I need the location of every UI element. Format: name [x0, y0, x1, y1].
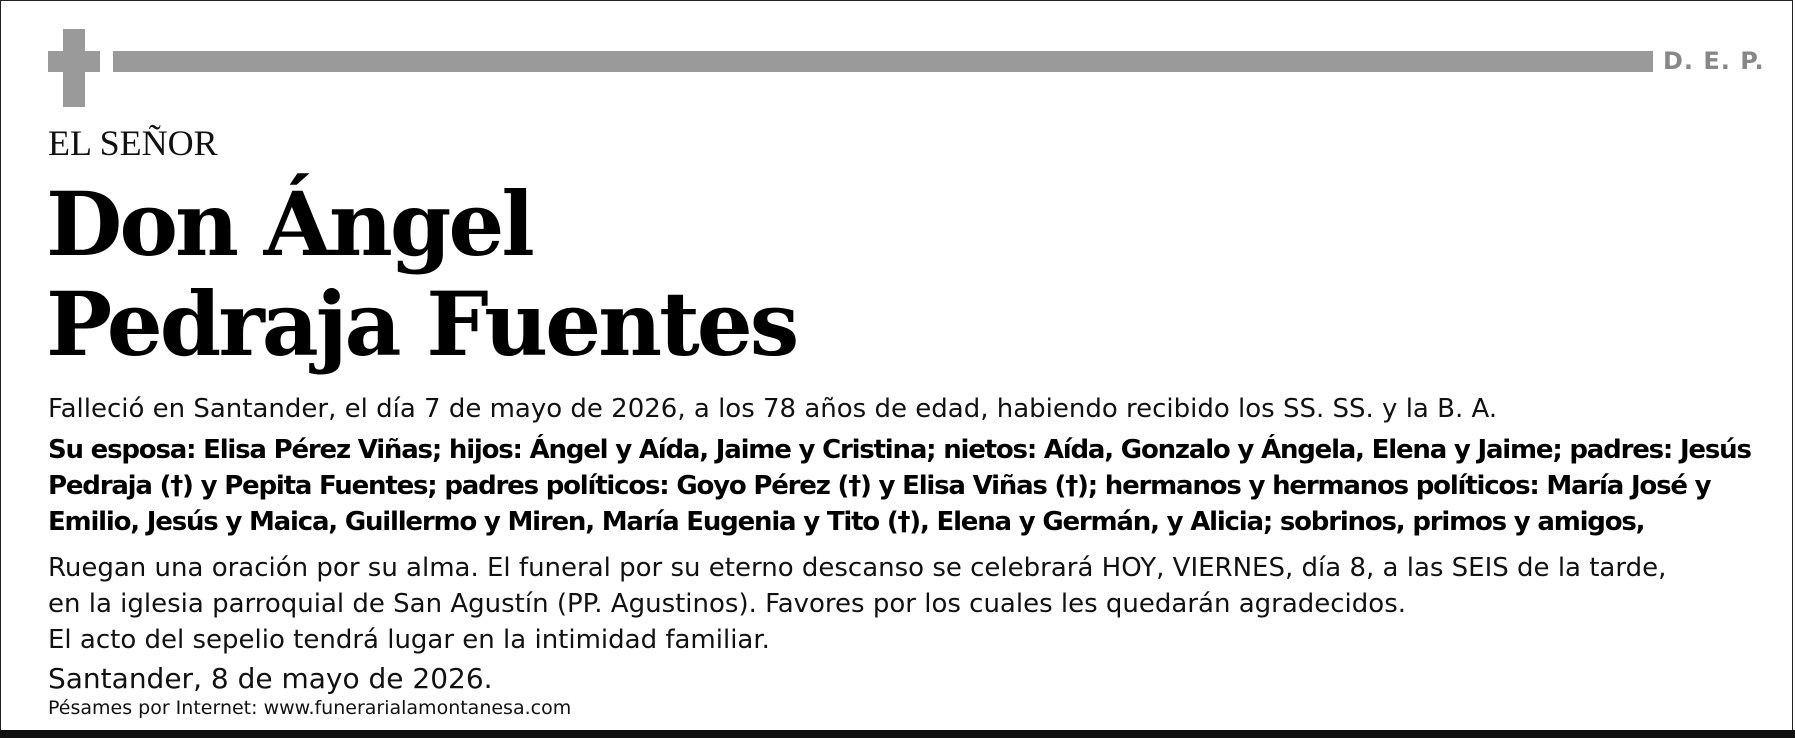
death-text: Falleció en Santander, el día 7 de mayo de 2026, a los 78 años de edad, habiendo recibido los SS. SS. y la B. A.	[48, 394, 1498, 424]
name-line-2: Pedraja Fuentes	[46, 272, 797, 376]
pretitle: EL SEÑOR	[48, 123, 218, 163]
top-rule	[113, 51, 1653, 72]
bottom-bar	[0, 730, 1795, 738]
funeral-line-3: El acto del sepelio tendrá lugar en la intimidad familiar.	[48, 625, 770, 655]
funeral-text	[48, 550, 1768, 658]
dep-label: D. E. P.	[1663, 47, 1765, 75]
cross-icon-bar	[48, 51, 100, 72]
name-line-1: Don Ángel	[46, 172, 532, 276]
family-text: Su esposa: Elisa Pérez Viñas; hijos: Ángel y Aída, Jaime y Cristina; nietos: Aída, Gonzalo y Ángela, Elena y Jaime; padres: Jesús Pedraja (†) y Pepita Fuentes; padres políticos: Goyo Pérez (†) y Elisa Viñas (†); hermanos y hermanos políticos: María José y Emilio, Jesús y Maica, Guillermo y Miren, María Eugenia y Tito (†), Elena y Germán, y Alicia; sobrinos, primos y amigos,	[48, 435, 1751, 537]
funeral-line-1: Ruegan una oración por su alma. El funeral por su eterno descanso se celebrará HOY, VIERNES, día 8, a las SEIS de la tarde,	[48, 553, 1667, 583]
condolences-web: Pésames por Internet: www.funerarialamontanesa.com	[48, 697, 572, 719]
place-date: Santander, 8 de mayo de 2026.	[48, 662, 493, 695]
funeral-line-2: en la iglesia parroquial de San Agustín (PP. Agustinos). Favores por los cuales les quedarán agradecidos.	[48, 589, 1407, 619]
